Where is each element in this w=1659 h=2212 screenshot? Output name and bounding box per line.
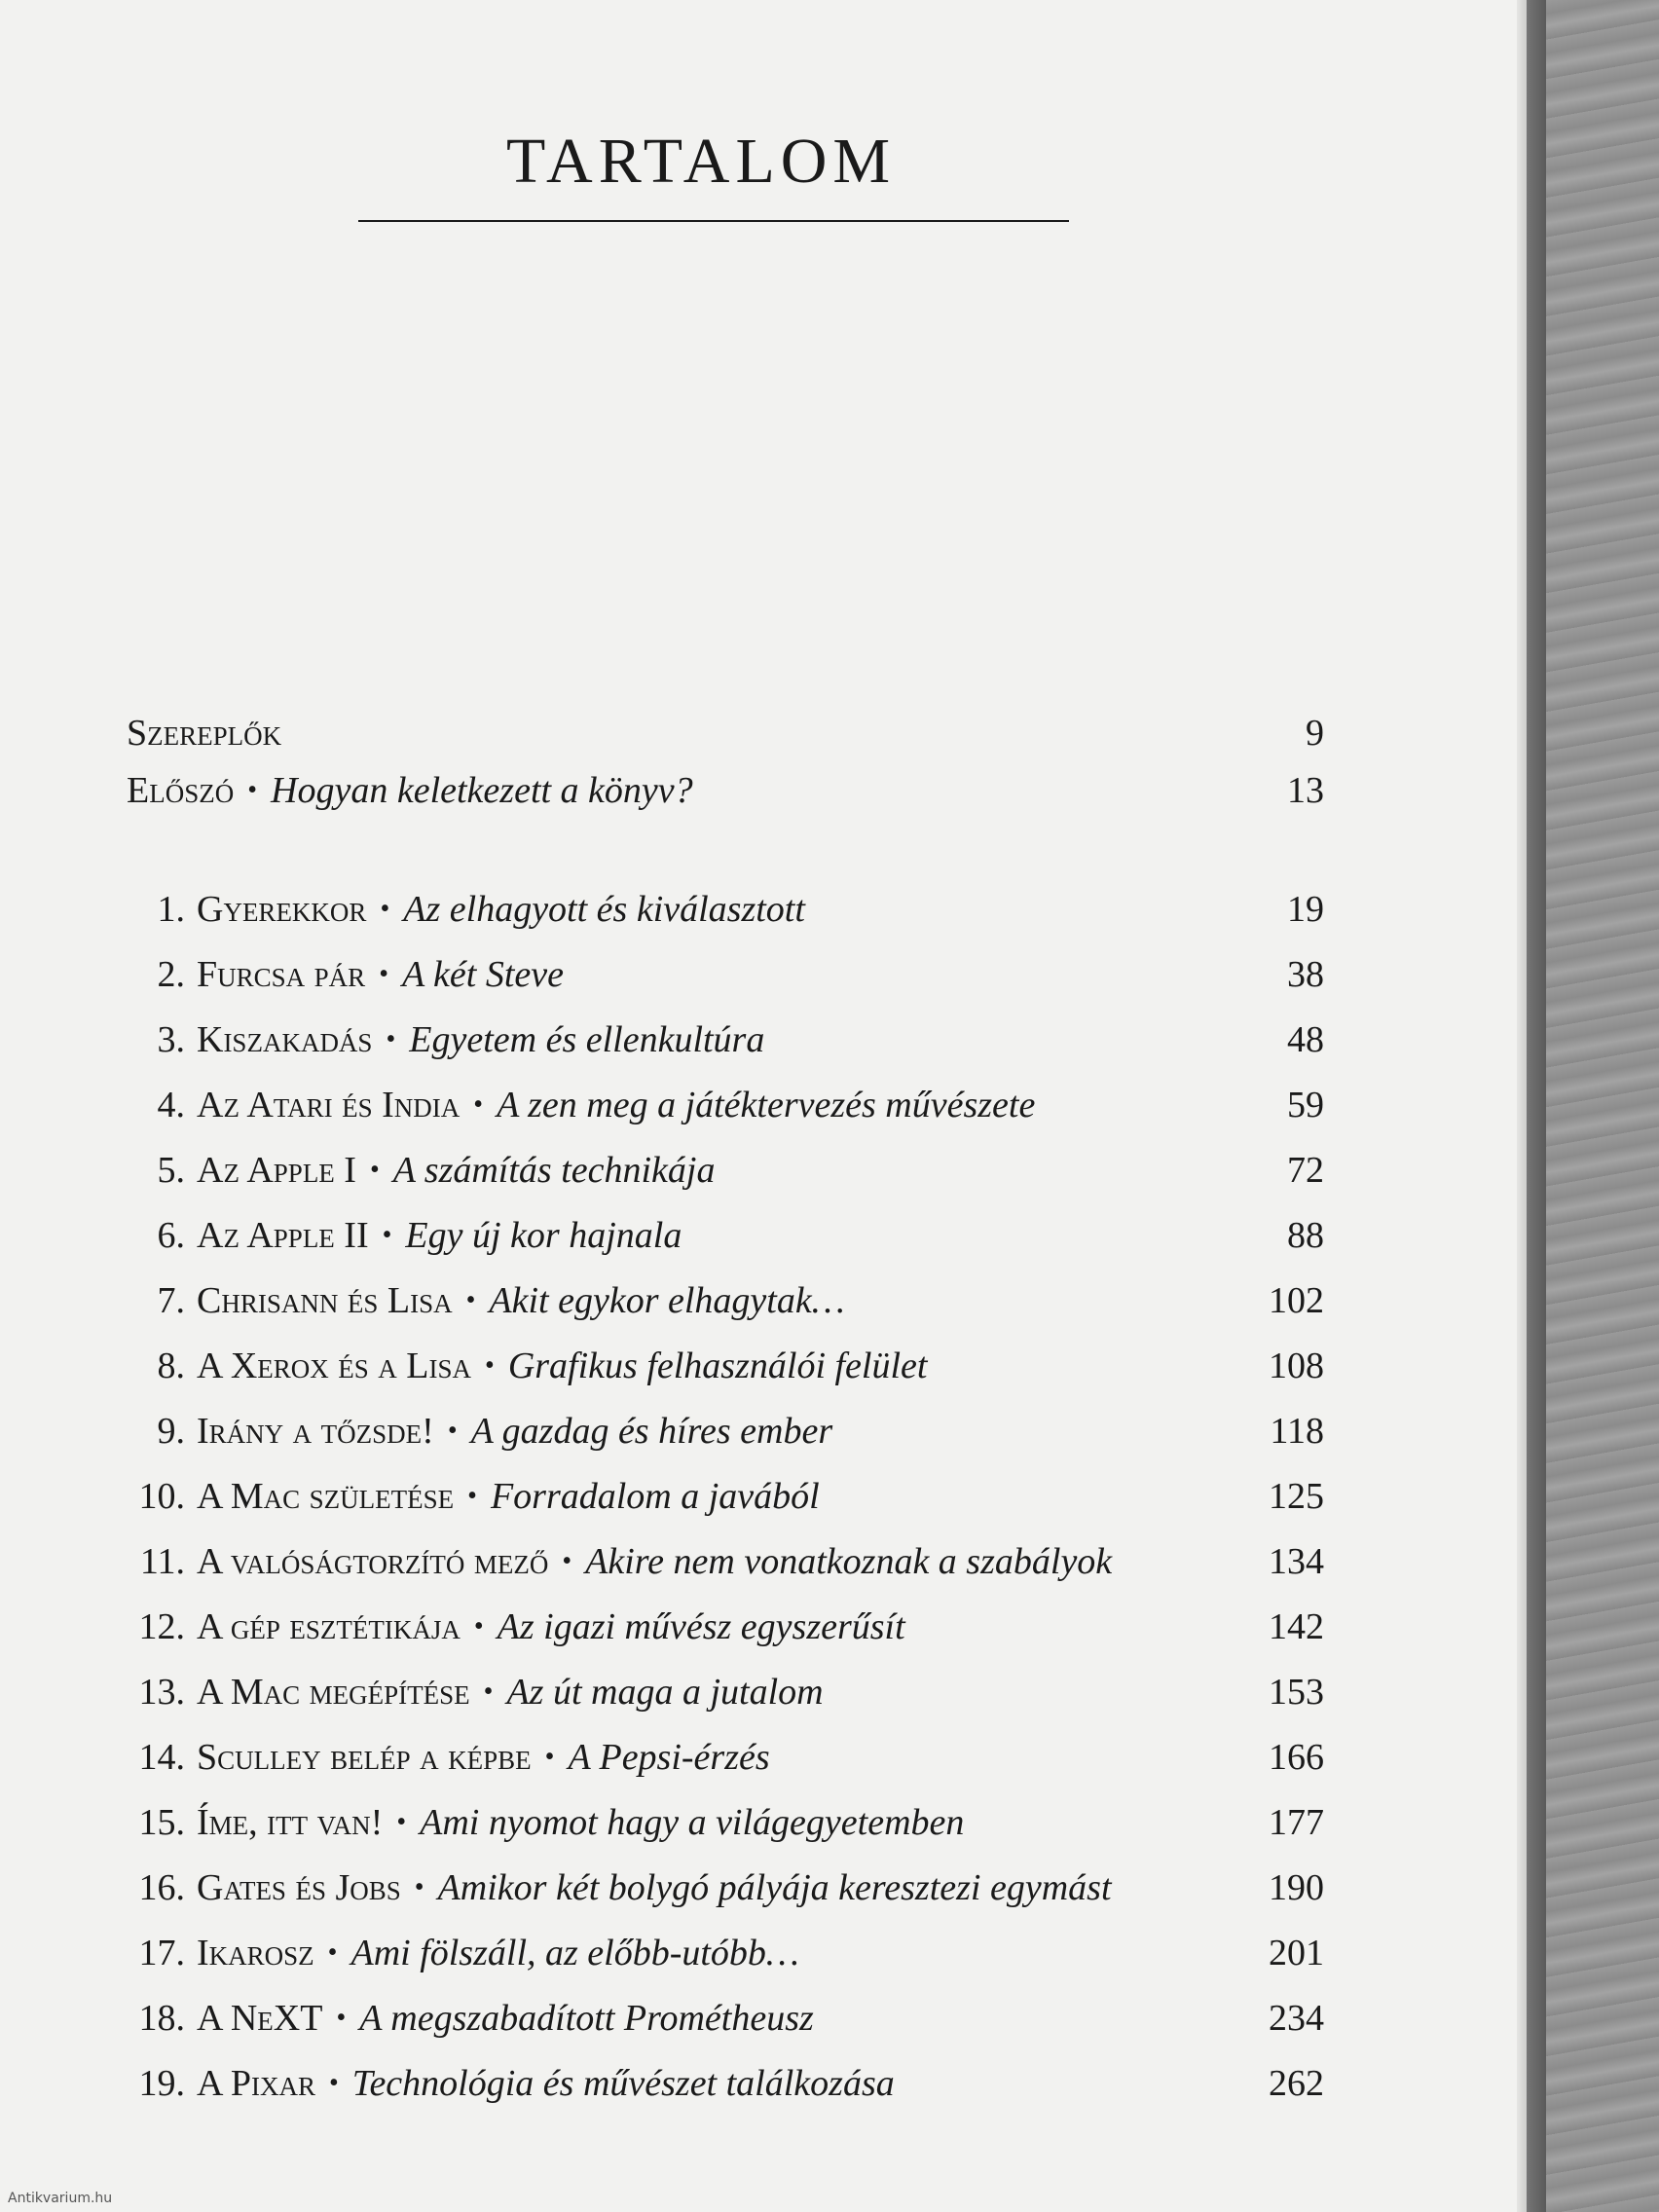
toc-label: A valóságtorzító mező [197,1541,549,1582]
chapter-number: 14. [138,1737,185,1778]
bullet-separator: • [447,1416,458,1446]
toc-page-number: 153 [1269,1672,1324,1713]
toc-subtitle: A zen meg a játéktervezés művészete [497,1085,1036,1125]
toc-subtitle: A megszabadított Prométheusz [359,1998,814,2039]
toc-entry-front-1 [127,704,1324,762]
toc-page-number: 72 [1287,1150,1324,1191]
toc-subtitle: Amikor két bolygó pályája keresztezi egymást [437,1867,1112,1908]
toc-page-number: 118 [1270,1411,1324,1452]
chapter-number: 3. [157,1019,185,1060]
toc-entry [127,1272,1324,1330]
toc-label: Ikarosz [197,1933,314,1973]
toc-label: Előszó [127,770,235,811]
toc-entry [127,880,1324,939]
toc-label: Az Apple II [197,1215,369,1256]
bullet-separator: • [328,2068,339,2098]
toc-label: Furcsa pár [197,954,366,995]
toc-entry [127,1141,1324,1199]
toc-subtitle: A Pepsi-érzés [568,1737,770,1778]
toc-label: Az Apple I [197,1150,356,1191]
chapter-number: 16. [138,1867,185,1908]
toc-page-number: 262 [1269,2063,1324,2104]
bullet-separator: • [473,1611,484,1641]
chapter-number: 18. [138,1998,185,2039]
bullet-separator: • [327,1937,338,1968]
toc-entry [127,1663,1324,1721]
page-edge-shadow [1517,0,1546,2212]
toc-subtitle: Az igazi művész egyszerűsít [497,1606,905,1647]
bullet-separator: • [386,1024,396,1054]
toc-entry [127,2054,1324,2113]
toc-subtitle: Egyetem és ellenkultúra [409,1019,765,1060]
toc-label: Az Atari és India [197,1085,461,1125]
toc-label: A Pixar [197,2063,315,2104]
chapter-number: 10. [138,1476,185,1517]
toc-subtitle: Egy új kor hajnala [405,1215,682,1256]
chapter-number: 5. [157,1150,185,1191]
toc-entry [127,1467,1324,1526]
toc-label: Gates és Jobs [197,1867,401,1908]
bullet-separator: • [414,1872,424,1902]
chapter-number: 12. [138,1606,185,1647]
toc-entry [127,1206,1324,1265]
bullet-separator: • [369,1155,380,1185]
toc-entry [127,1402,1324,1460]
toc-page-number: 190 [1269,1867,1324,1908]
toc-page-number: 142 [1269,1606,1324,1647]
bullet-separator: • [485,1350,495,1381]
toc-label: Íme, itt van! [197,1802,384,1843]
toc-label: Gyerekkor [197,889,367,930]
toc-page-number: 13 [1287,770,1324,811]
bullet-separator: • [562,1546,572,1576]
page-title: TARTALOM [506,126,897,197]
toc-page-number: 88 [1287,1215,1324,1256]
toc-label: A NeXT [197,1998,323,2039]
chapter-number: 17. [138,1933,185,1973]
toc-subtitle: Ami nyomot hagy a világegyetemben [420,1802,965,1843]
toc-label: Kiszakadás [197,1019,373,1060]
toc-entry [127,1598,1324,1656]
toc-subtitle: Forradalom a javából [490,1476,820,1517]
bullet-separator: • [379,959,389,989]
chapter-number: 13. [138,1672,185,1713]
toc-entry [127,1859,1324,1917]
chapter-number: 7. [157,1280,185,1321]
watermark: Antikvarium.hu [8,2191,113,2206]
toc-label: Irány a tőzsde! [197,1411,434,1452]
chapter-number: 4. [157,1085,185,1125]
toc-entry [127,1532,1324,1591]
toc-entry [127,1989,1324,2047]
toc-label: A gép esztétikája [197,1606,461,1647]
toc-label: Chrisann és Lisa [197,1280,453,1321]
toc-subtitle: Akire nem vonatkoznak a szabályok [585,1541,1113,1582]
toc-entry [127,1076,1324,1134]
chapter-number: 8. [157,1346,185,1386]
bullet-separator: • [544,1742,555,1772]
bullet-separator: • [467,1481,477,1511]
bullet-separator: • [465,1285,476,1315]
toc-page-number: 125 [1269,1476,1324,1517]
toc-subtitle: A két Steve [402,954,564,995]
toc-subtitle: Hogyan keletkezett a könyv? [271,770,693,811]
toc-subtitle: Az elhagyott és kiválasztott [403,889,805,930]
toc-page-number: 48 [1287,1019,1324,1060]
toc-subtitle: Grafikus felhasználói felület [507,1346,928,1386]
toc-page-number: 59 [1287,1085,1324,1125]
toc-page-number: 38 [1287,954,1324,995]
toc-page-number: 9 [1306,713,1324,754]
bullet-separator: • [247,775,258,805]
chapter-number: 6. [157,1215,185,1256]
toc-subtitle: Technológia és művészet találkozása [351,2063,895,2104]
toc-entry [127,945,1324,1004]
toc-label: A Mac születése [197,1476,455,1517]
chapter-number: 1. [157,889,185,930]
toc-entry [127,1924,1324,1982]
toc-entry [127,1011,1324,1069]
toc-label: A Mac megépítése [197,1672,470,1713]
chapter-number: 9. [157,1411,185,1452]
toc-entry [127,1793,1324,1852]
toc-subtitle: Az út maga a jutalom [506,1672,824,1713]
toc-label: A Xerox és a Lisa [197,1346,472,1386]
bullet-separator: • [382,1220,392,1250]
chapter-number: 11. [139,1541,185,1582]
toc-entry-front-2 [127,761,1324,820]
toc-label: Szereplők [127,713,282,754]
toc-page-number: 201 [1269,1933,1324,1973]
toc-page-number: 166 [1269,1737,1324,1778]
bullet-separator: • [380,894,390,924]
toc-page-number: 177 [1269,1802,1324,1843]
bullet-separator: • [396,1807,407,1837]
toc-page-number: 234 [1269,1998,1324,2039]
page-stack-edge [1546,0,1659,2212]
bullet-separator: • [473,1089,484,1120]
bullet-separator: • [483,1677,494,1707]
chapter-number: 15. [138,1802,185,1843]
toc-subtitle: Ami fölszáll, az előbb-utóbb… [350,1933,799,1973]
toc-page-number: 19 [1287,889,1324,930]
chapter-number: 19. [138,2063,185,2104]
toc-label: Sculley belép a képbe [197,1737,532,1778]
toc-page-number: 102 [1269,1280,1324,1321]
toc-page-number: 134 [1269,1541,1324,1582]
bullet-separator: • [336,2003,347,2033]
toc-subtitle: A gazdag és híres ember [470,1411,833,1452]
toc-page-number: 108 [1269,1346,1324,1386]
toc-entry [127,1728,1324,1787]
toc-subtitle: A számítás technikája [392,1150,716,1191]
toc-entry [127,1337,1324,1395]
chapter-number: 2. [157,954,185,995]
toc-subtitle: Akit egykor elhagytak… [489,1280,845,1321]
